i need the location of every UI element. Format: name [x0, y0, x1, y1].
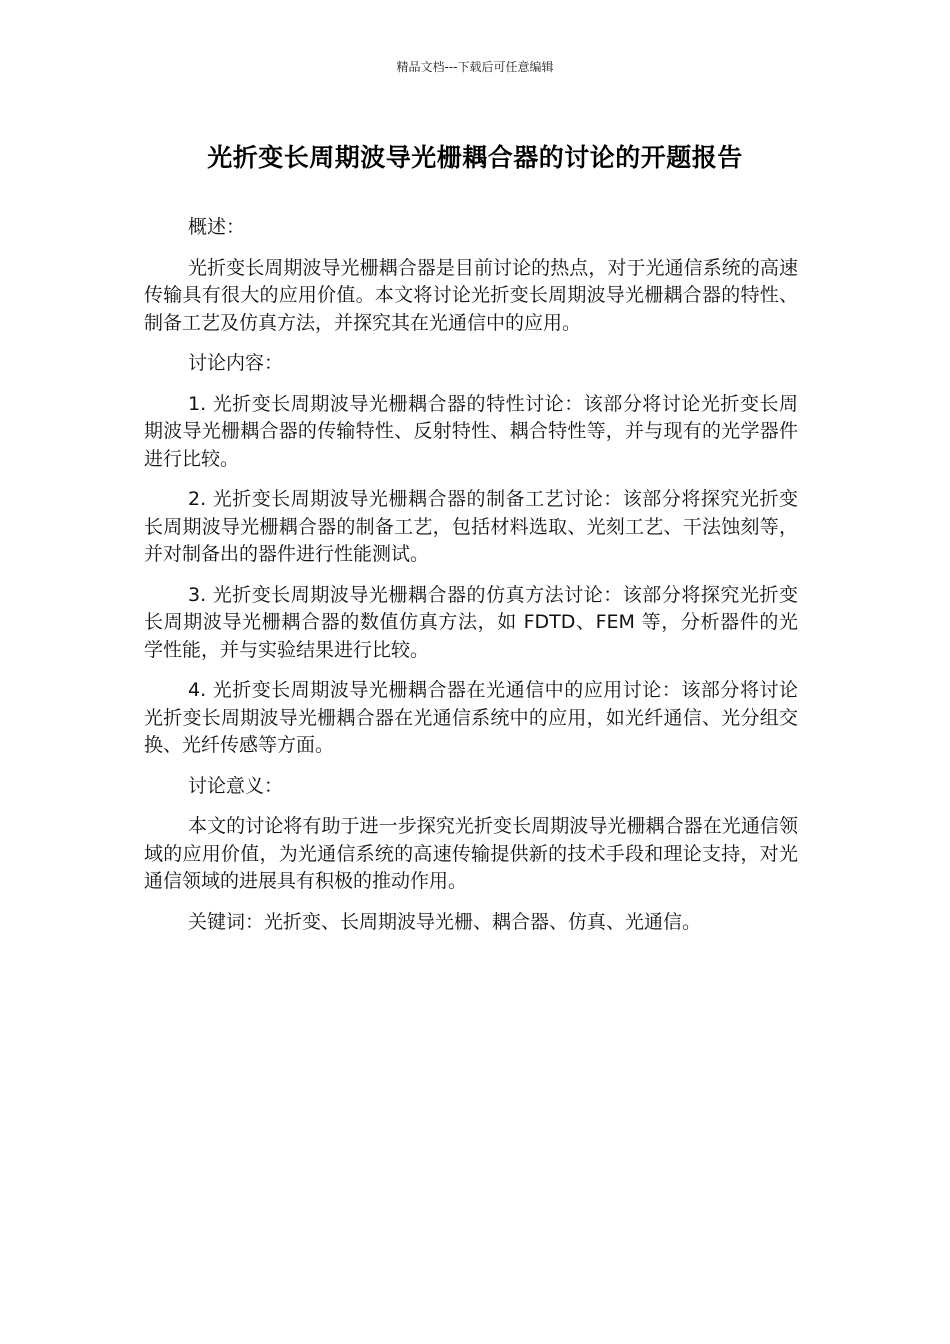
content-heading: 讨论内容：	[188, 352, 284, 374]
significance-heading: 讨论意义：	[188, 774, 284, 797]
significance-paragraph: 本文的讨论将有助于进一步探究光折变长周期波导光栅耦合器在光通信领域的应用价值，为光通信系统的高速传输提供新的技术手段和理论支持，对光通信领域的进展具有积极的推动作用。	[144, 815, 798, 892]
content-item-1: 1. 光折变长周期波导光栅耦合器的特性讨论：该部分将讨论光折变长周期波导光栅耦合器的传输特性、反射特性、耦合特性等，并与现有的光学器件进行比较。	[144, 392, 798, 470]
header-note: 精品文档---下载后可任意编辑	[396, 60, 554, 74]
overview-heading: 概述：	[188, 216, 246, 238]
document-body	[144, 214, 798, 949]
content-item-4: 4. 光折变长周期波导光栅耦合器在光通信中的应用讨论：该部分将讨论光折变长周期波导光栅耦合器在光通信系统中的应用，如光纤通信、光分组交换、光纤传感等方面。	[144, 679, 798, 756]
keywords-line: 关键词：光折变、长周期波导光栅、耦合器、仿真、光通信。	[188, 910, 702, 933]
content-item-3: 3. 光折变长周期波导光栅耦合器的仿真方法讨论：该部分将探究光折变长周期波导光栅耦合器的数值仿真方法，如 FDTD、FEM 等，分析器件的光学性能，并与实验结果进行比较。	[144, 583, 798, 661]
overview-paragraph: 光折变长周期波导光栅耦合器是目前讨论的热点，对于光通信系统的高速传输具有很大的应用价值。本文将讨论光折变长周期波导光栅耦合器的特性、制备工艺及仿真方法，并探究其在光通信中的应用。	[144, 256, 798, 334]
content-item-2: 2. 光折变长周期波导光栅耦合器的制备工艺讨论：该部分将探究光折变长周期波导光栅耦合器的制备工艺，包括材料选取、光刻工艺、干法蚀刻等，并对制备出的器件进行性能测试。	[144, 488, 798, 565]
document-title: 光折变长周期波导光栅耦合器的讨论的开题报告	[207, 143, 743, 172]
